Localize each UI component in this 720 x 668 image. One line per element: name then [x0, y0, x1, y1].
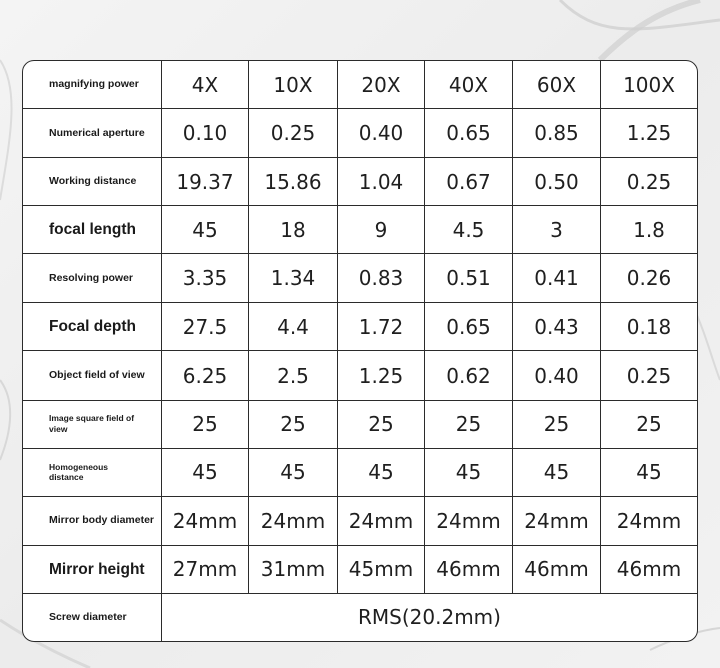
table-cell: 1.25	[601, 109, 697, 158]
table-row	[23, 351, 697, 400]
table-cell: 100X	[601, 61, 697, 109]
table-cell: 0.10	[162, 109, 249, 158]
table-cell: 0.25	[601, 351, 697, 400]
table-cell: 40X	[425, 61, 513, 109]
table-cell: 0.25	[601, 158, 697, 206]
row-label: magnifying power	[23, 61, 162, 109]
table-cell: 4X	[162, 61, 249, 109]
table-row	[23, 401, 697, 449]
table-cell: 18	[249, 206, 338, 254]
table-cell: 46mm	[513, 546, 601, 594]
screw-diameter-value: RMS(20.2mm)	[358, 605, 501, 630]
table-row	[23, 303, 697, 351]
table-cell: 25	[162, 401, 249, 449]
table-row	[23, 546, 697, 594]
table-row	[23, 109, 697, 158]
table-cell: 24mm	[162, 497, 249, 546]
table-cell: 0.40	[513, 351, 601, 400]
row-label: Image square field of view	[23, 401, 162, 449]
row-label: focal length	[23, 206, 162, 254]
table-row	[23, 61, 697, 109]
table-cell: 1.34	[249, 254, 338, 303]
spec-table	[22, 60, 698, 642]
table-cell: 25	[425, 401, 513, 449]
table-cell: 0.41	[513, 254, 601, 303]
row-label: Focal depth	[23, 303, 162, 351]
table-cell: 24mm	[338, 497, 425, 546]
table-cell: 20X	[338, 61, 425, 109]
row-label: Working distance	[23, 158, 162, 206]
table-cell: 1.25	[338, 351, 425, 400]
table-cell: 4.5	[425, 206, 513, 254]
table-cell: 0.85	[513, 109, 601, 158]
table-cell: 46mm	[425, 546, 513, 594]
table-cell: 45	[162, 449, 249, 497]
table-cell: 0.40	[338, 109, 425, 158]
table-cell: 25	[338, 401, 425, 449]
table-cell: 25	[249, 401, 338, 449]
table-cell: 45	[425, 449, 513, 497]
table-cell: 46mm	[601, 546, 697, 594]
table-cell: 24mm	[425, 497, 513, 546]
table-cell: 0.50	[513, 158, 601, 206]
table-cell: 27mm	[162, 546, 249, 594]
table-cell: 0.51	[425, 254, 513, 303]
table-cell: 4.4	[249, 303, 338, 351]
table-cell: 9	[338, 206, 425, 254]
row-label: Numerical aperture	[23, 109, 162, 158]
table-cell: 25	[601, 401, 697, 449]
table-cell: 24mm	[601, 497, 697, 546]
table-row	[23, 254, 697, 303]
table-row	[23, 497, 697, 546]
table-cell: 0.67	[425, 158, 513, 206]
table-cell: 45	[249, 449, 338, 497]
table-row	[23, 449, 697, 497]
table-cell: 0.65	[425, 303, 513, 351]
table-cell: 45	[162, 206, 249, 254]
table-cell: 45	[601, 449, 697, 497]
table-row	[23, 206, 697, 254]
table-cell: 3.35	[162, 254, 249, 303]
table-row	[23, 158, 697, 206]
table-cell: 24mm	[513, 497, 601, 546]
table-cell: 1.72	[338, 303, 425, 351]
spec-table-body	[23, 61, 697, 641]
table-cell: 27.5	[162, 303, 249, 351]
table-cell: 1.8	[601, 206, 697, 254]
table-cell: 2.5	[249, 351, 338, 400]
table-cell: 0.25	[249, 109, 338, 158]
table-cell: 0.18	[601, 303, 697, 351]
table-cell: 0.26	[601, 254, 697, 303]
table-cell: 60X	[513, 61, 601, 109]
table-cell: 1.04	[338, 158, 425, 206]
table-cell: 15.86	[249, 158, 338, 206]
table-cell: 45	[338, 449, 425, 497]
table-cell: 45mm	[338, 546, 425, 594]
table-row-screw	[23, 594, 697, 641]
table-cell: 0.83	[338, 254, 425, 303]
row-label: Homogeneous distance	[23, 449, 162, 497]
table-cell: 25	[513, 401, 601, 449]
table-cell: 31mm	[249, 546, 338, 594]
table-cell: 24mm	[249, 497, 338, 546]
row-label: Object field of view	[23, 351, 162, 400]
table-cell: 0.43	[513, 303, 601, 351]
row-label: Mirror height	[23, 546, 162, 594]
table-cell: 0.62	[425, 351, 513, 400]
table-cell: 0.65	[425, 109, 513, 158]
row-label: Resolving power	[23, 254, 162, 303]
table-cell: 3	[513, 206, 601, 254]
row-label: Screw diameter	[23, 594, 162, 641]
table-cell: 19.37	[162, 158, 249, 206]
table-cell: 10X	[249, 61, 338, 109]
row-label: Mirror body diameter	[23, 497, 162, 546]
table-cell: 45	[513, 449, 601, 497]
table-cell: 6.25	[162, 351, 249, 400]
